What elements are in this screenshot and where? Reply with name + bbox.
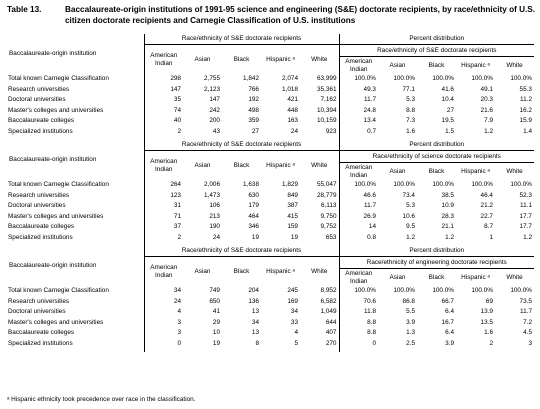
count-cell: 849 (287, 191, 298, 199)
row-label: Total known Carnegie Classification (8, 287, 109, 295)
row-label: Doctoral universities (8, 308, 66, 316)
pct-cell: 100.0% (471, 287, 493, 295)
table-caption: Baccalaureate-origin institutions of 1991-95 science and engineering (S&E) doctorate recipients, by race/ethnicity of U.S. citizen doctorate recipients and Carnegie Classification of U.S. institutions (65, 5, 535, 25)
pct-cell: 1 (489, 233, 493, 241)
count-cell: 24 (212, 233, 220, 241)
count-cell: 245 (287, 287, 298, 295)
pct-cell: 5.5 (406, 308, 415, 316)
group-right-label: Percent distribution (339, 246, 534, 257)
count-cell: 346 (248, 223, 259, 231)
count-cell: 630 (248, 191, 259, 199)
pct-cell: 1.4 (523, 127, 532, 135)
pct-cell: 70.6 (339, 297, 378, 308)
pct-col-header: Asian (389, 167, 406, 175)
pct-cell: 55.3 (519, 85, 532, 93)
pct-cell: 7.2 (523, 318, 532, 326)
count-cell: 6,113 (320, 202, 337, 210)
row-label: Master's colleges and universities (8, 106, 104, 114)
row-header-label: Baccalaureate-origin institution (9, 156, 97, 164)
pct-col-header: American Indian (339, 269, 378, 287)
count-cell: 270 (325, 339, 337, 347)
data-table (6, 34, 534, 352)
pct-cell: 0 (339, 339, 378, 350)
count-cell: 1,018 (282, 85, 298, 93)
group-right-sub-label: Race/ethnicity of engineering doctorate recipients (339, 257, 534, 269)
pct-cell: 100.0% (510, 181, 532, 189)
count-cell: 37 (144, 222, 183, 233)
row-label: Total known Carnegie Classification (8, 181, 109, 189)
pct-col-header: White (506, 61, 523, 69)
count-cell: 298 (144, 74, 183, 85)
table-row (6, 297, 534, 308)
row-header-label: Baccalaureate-origin institution (9, 262, 97, 270)
count-col-header: Hispanic ᵃ (266, 55, 295, 63)
table-row (6, 191, 534, 202)
count-cell: 159 (287, 223, 298, 231)
count-cell: 2,755 (204, 75, 220, 83)
count-cell: 41 (212, 308, 220, 316)
pct-cell: 21.2 (480, 202, 493, 210)
pct-col-header: Black (428, 273, 445, 281)
group-left-label: Race/ethnicity of S&E doctorate recipients (144, 34, 339, 45)
count-cell: 749 (209, 287, 220, 295)
count-cell: 0 (144, 339, 183, 350)
count-col-header: American Indian (144, 45, 183, 75)
count-col-header: White (311, 161, 328, 169)
row-label: Doctoral universities (8, 96, 66, 104)
table-row (6, 286, 534, 297)
count-col-header: Asian (194, 55, 211, 63)
pct-cell: 1.6 (406, 127, 415, 135)
pct-cell: 1.2 (406, 233, 415, 241)
count-cell: 147 (144, 85, 183, 96)
pct-cell: 1.6 (484, 329, 493, 337)
pct-cell: 100.0% (432, 287, 454, 295)
count-cell: 359 (248, 117, 259, 125)
count-col-header: White (311, 267, 328, 275)
row-label: Doctoral universities (8, 202, 66, 210)
pct-cell: 100.0% (432, 181, 454, 189)
table-row (6, 222, 534, 233)
count-cell: 200 (209, 117, 220, 125)
pct-col-header: Hispanic ᵃ (461, 167, 490, 175)
pct-cell: 66.7 (441, 297, 454, 305)
count-cell: 415 (287, 212, 298, 220)
row-header-label: Baccalaureate-origin institution (9, 50, 97, 58)
table-row (6, 212, 534, 223)
pct-cell: 41.6 (441, 85, 454, 93)
pct-cell: 11.8 (339, 307, 378, 318)
pct-cell: 15.9 (519, 117, 532, 125)
pct-cell: 100.0% (471, 75, 493, 83)
pct-col-header: American Indian (339, 163, 378, 181)
pct-cell: 100.0% (432, 75, 454, 83)
pct-cell: 69 (485, 297, 493, 305)
pct-cell: 14 (339, 222, 378, 233)
count-cell: 10,394 (316, 106, 337, 114)
pct-cell: 3 (528, 339, 532, 347)
pct-cell: 11.1 (520, 202, 532, 210)
count-cell: 34 (144, 286, 183, 297)
pct-cell: 16.2 (519, 106, 532, 114)
count-cell: 24 (144, 297, 183, 308)
table-row (6, 233, 534, 244)
pct-cell: 11.7 (520, 308, 532, 316)
count-cell: 1,049 (320, 308, 337, 316)
count-cell: 35 (144, 95, 183, 106)
pct-cell: 8.8 (406, 106, 415, 114)
count-col-header: Hispanic ᵃ (266, 161, 295, 169)
table-row (6, 95, 534, 106)
count-cell: 6,582 (320, 297, 337, 305)
count-cell: 123 (144, 191, 183, 202)
pct-cell: 9.5 (406, 223, 415, 231)
pct-cell: 19.5 (441, 117, 454, 125)
count-cell: 2 (144, 233, 183, 244)
count-cell: 421 (287, 96, 298, 104)
count-cell: 136 (248, 297, 259, 305)
count-cell: 2,006 (204, 181, 220, 189)
count-cell: 19 (251, 233, 259, 241)
row-label: Master's colleges and universities (8, 212, 104, 220)
pct-cell: 24.8 (339, 106, 378, 117)
count-cell: 2,123 (204, 85, 220, 93)
pct-cell: 100.0% (393, 287, 415, 295)
count-col-header: American Indian (144, 257, 183, 287)
count-cell: 33 (290, 318, 298, 326)
pct-cell: 8.8 (339, 318, 378, 329)
count-cell: 192 (248, 96, 259, 104)
pct-cell: 3.9 (406, 318, 415, 326)
count-cell: 34 (290, 308, 298, 316)
table-row (6, 328, 534, 339)
count-cell: 9,752 (320, 223, 337, 231)
count-cell: 1,829 (282, 181, 298, 189)
count-cell: 407 (325, 329, 337, 337)
count-cell: 387 (287, 202, 298, 210)
pct-cell: 49.1 (480, 85, 493, 93)
pct-cell: 16.7 (441, 318, 454, 326)
pct-cell: 11.2 (520, 96, 532, 104)
pct-cell: 100.0% (339, 180, 378, 191)
pct-cell: 100.0% (393, 181, 415, 189)
count-cell: 4 (294, 329, 298, 337)
count-cell: 653 (325, 233, 337, 241)
pct-col-header: Hispanic ᵃ (461, 273, 490, 281)
count-cell: 1,842 (243, 75, 259, 83)
pct-cell: 3.9 (445, 339, 454, 347)
pct-cell: 73.5 (519, 297, 532, 305)
pct-cell: 100.0% (339, 286, 378, 297)
pct-cell: 7.9 (484, 117, 493, 125)
pct-cell: 49.3 (339, 85, 378, 96)
count-cell: 1,473 (204, 191, 220, 199)
count-cell: 40 (144, 116, 183, 127)
count-cell: 204 (248, 287, 259, 295)
pct-cell: 5.3 (406, 96, 415, 104)
pct-cell: 17.7 (519, 223, 532, 231)
count-cell: 766 (248, 85, 259, 93)
pct-cell: 27 (446, 106, 454, 114)
pct-cell: 22.7 (480, 212, 493, 220)
table-number: Table 13. (7, 5, 42, 14)
row-label: Specialized institutions (8, 127, 73, 135)
count-cell: 2,074 (282, 75, 298, 83)
pct-col-header: Asian (389, 273, 406, 281)
count-cell: 27 (251, 127, 259, 135)
row-label: Research universities (8, 191, 70, 199)
row-label: Baccalaureate colleges (8, 223, 75, 231)
count-cell: 8 (255, 339, 259, 347)
section-1-group-header (6, 140, 534, 151)
pct-cell: 52.3 (519, 191, 532, 199)
section-2-group-header (6, 246, 534, 257)
count-cell: 19 (290, 233, 298, 241)
pct-cell: 100.0% (510, 75, 532, 83)
count-cell: 63,999 (316, 75, 337, 83)
pct-cell: 100.0% (339, 74, 378, 85)
pct-cell: 2 (489, 339, 493, 347)
pct-cell: 11.7 (339, 201, 378, 212)
pct-col-header: White (506, 273, 523, 281)
row-label: Baccalaureate colleges (8, 329, 75, 337)
count-cell: 55,047 (316, 181, 337, 189)
count-cell: 29 (212, 318, 220, 326)
count-cell: 5 (294, 339, 298, 347)
pct-cell: 26.9 (339, 212, 378, 223)
pct-cell: 38.5 (441, 191, 454, 199)
pct-cell: 46.4 (480, 191, 493, 199)
count-cell: 31 (144, 201, 183, 212)
group-left-label: Race/ethnicity of S&E doctorate recipients (144, 246, 339, 257)
count-cell: 169 (287, 297, 298, 305)
count-cell: 24 (290, 127, 298, 135)
count-cell: 644 (325, 318, 337, 326)
table-row (6, 201, 534, 212)
count-cell: 74 (144, 106, 183, 117)
count-col-header: Asian (194, 267, 211, 275)
table-row (6, 339, 534, 350)
pct-cell: 1.2 (445, 233, 454, 241)
pct-cell: 13.5 (480, 318, 493, 326)
pct-cell: 6.4 (445, 329, 454, 337)
count-cell: 28,779 (316, 191, 337, 199)
pct-cell: 10.6 (402, 212, 415, 220)
footnote: ᵃ Hispanic ethnicity took precedence over race in the classification. (7, 396, 196, 403)
count-cell: 3 (144, 328, 183, 339)
spacer-cell (144, 349, 339, 352)
pct-cell: 0.8 (339, 233, 378, 244)
pct-cell: 100.0% (471, 181, 493, 189)
pct-col-header: Black (428, 167, 445, 175)
table-row (6, 74, 534, 85)
count-cell: 34 (251, 318, 259, 326)
pct-cell: 100.0% (510, 287, 532, 295)
pct-cell: 13.9 (480, 308, 493, 316)
pct-cell: 5.3 (406, 202, 415, 210)
count-cell: 242 (209, 106, 220, 114)
pct-cell: 17.7 (519, 212, 532, 220)
row-label: Research universities (8, 85, 70, 93)
count-cell: 10,159 (316, 117, 337, 125)
pct-col-header: White (506, 167, 523, 175)
count-cell: 71 (144, 212, 183, 223)
pct-cell: 86.8 (402, 297, 415, 305)
spacer-cell (339, 349, 534, 352)
pct-cell: 4.5 (523, 329, 532, 337)
row-label: Baccalaureate colleges (8, 117, 75, 125)
count-col-header: Black (233, 55, 250, 63)
row-label: Master's colleges and universities (8, 318, 104, 326)
table-row (6, 318, 534, 329)
count-cell: 464 (248, 212, 259, 220)
pct-cell: 10.4 (441, 96, 454, 104)
pct-cell: 1.2 (523, 233, 532, 241)
pct-cell: 8.7 (484, 223, 493, 231)
count-cell: 9,750 (320, 212, 337, 220)
pct-cell: 13.4 (339, 116, 378, 127)
count-cell: 106 (209, 202, 220, 210)
count-cell: 7,162 (320, 96, 337, 104)
count-cell: 13 (251, 308, 259, 316)
count-cell: 1,638 (243, 181, 259, 189)
pct-col-header: Black (428, 61, 445, 69)
pct-col-header: Asian (389, 61, 406, 69)
count-col-header: Hispanic ᵃ (266, 267, 295, 275)
spacer-cell (6, 349, 144, 352)
table-row (6, 180, 534, 191)
table-row (6, 85, 534, 96)
section-spacer (6, 349, 534, 352)
pct-cell: 1.5 (445, 127, 454, 135)
row-label: Specialized institutions (8, 339, 73, 347)
pct-cell: 28.3 (441, 212, 454, 220)
pct-cell: 6.4 (445, 308, 454, 316)
pct-cell: 73.4 (402, 191, 415, 199)
section-0-group-header (6, 34, 534, 45)
pct-cell: 2.5 (406, 339, 415, 347)
row-label: Total known Carnegie Classification (8, 75, 109, 83)
table-row (6, 127, 534, 138)
table-row (6, 307, 534, 318)
group-right-label: Percent distribution (339, 140, 534, 151)
group-right-sub-label: Race/ethnicity of S&E doctorate recipients (339, 45, 534, 57)
row-label: Specialized institutions (8, 233, 73, 241)
pct-col-header: Hispanic ᵃ (461, 61, 490, 69)
count-cell: 35,361 (316, 85, 337, 93)
count-cell: 19 (212, 339, 220, 347)
pct-cell: 0.7 (339, 127, 378, 138)
count-cell: 13 (251, 329, 259, 337)
pct-cell: 21.1 (441, 223, 454, 231)
pct-cell: 1.3 (406, 329, 415, 337)
count-cell: 8,952 (320, 287, 337, 295)
count-cell: 498 (248, 106, 259, 114)
count-cell: 179 (248, 202, 259, 210)
pct-cell: 77.1 (402, 85, 415, 93)
pct-cell: 7.3 (406, 117, 415, 125)
pct-cell: 20.3 (480, 96, 493, 104)
count-cell: 147 (209, 96, 220, 104)
pct-cell: 100.0% (393, 75, 415, 83)
count-cell: 190 (209, 223, 220, 231)
group-right-label: Percent distribution (339, 34, 534, 45)
count-cell: 43 (212, 127, 220, 135)
pct-cell: 11.7 (339, 95, 378, 106)
pct-cell: 46.6 (339, 191, 378, 202)
group-left-label: Race/ethnicity of S&E doctorate recipients (144, 140, 339, 151)
count-cell: 4 (144, 307, 183, 318)
count-cell: 213 (209, 212, 220, 220)
table-row (6, 106, 534, 117)
pct-cell: 8.8 (339, 328, 378, 339)
count-cell: 448 (287, 106, 298, 114)
pct-cell: 1.2 (484, 127, 493, 135)
pct-col-header: American Indian (339, 57, 378, 75)
count-cell: 264 (144, 180, 183, 191)
group-right-sub-label: Race/ethnicity of science doctorate recipients (339, 151, 534, 163)
count-col-header: White (311, 55, 328, 63)
count-col-header: Asian (194, 161, 211, 169)
pct-cell: 10.9 (441, 202, 454, 210)
count-cell: 923 (325, 127, 337, 135)
count-col-header: American Indian (144, 151, 183, 181)
table-row (6, 116, 534, 127)
count-cell: 10 (212, 329, 220, 337)
count-col-header: Black (233, 161, 250, 169)
count-cell: 2 (144, 127, 183, 138)
count-cell: 163 (287, 117, 298, 125)
pct-cell: 21.6 (480, 106, 493, 114)
row-label: Research universities (8, 297, 70, 305)
count-cell: 650 (209, 297, 220, 305)
count-col-header: Black (233, 267, 250, 275)
count-cell: 3 (144, 318, 183, 329)
